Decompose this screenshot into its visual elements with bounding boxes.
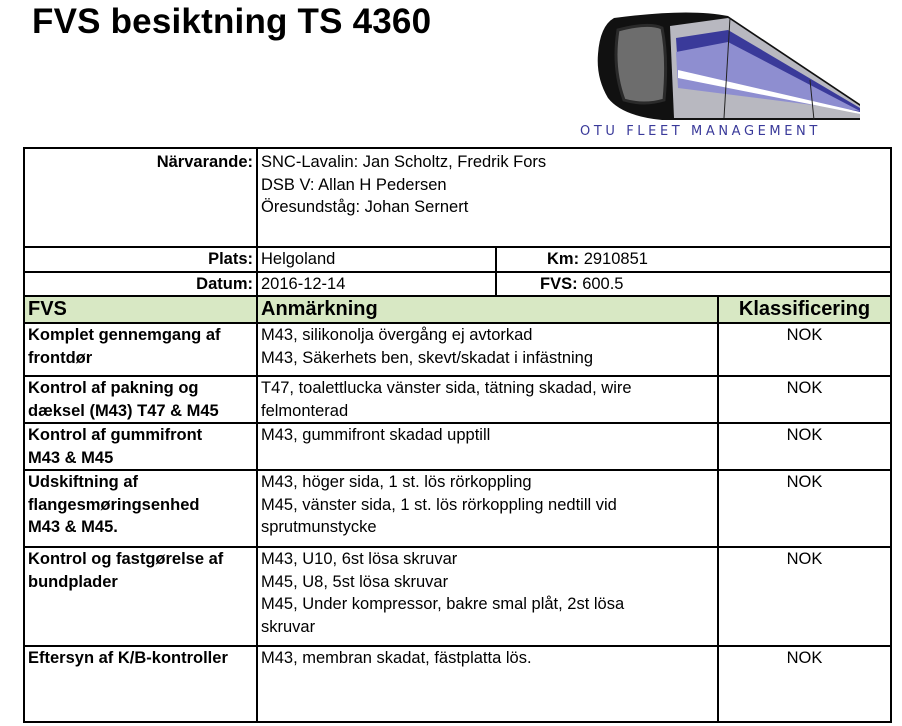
- datum-value: 2016-12-14: [257, 272, 496, 297]
- attendees-label: Närvarande:: [24, 148, 257, 247]
- remark-line: M45, U8, 5st lösa skruvar: [261, 572, 449, 591]
- attendees-list: [257, 148, 891, 247]
- fvs-label: FVS:: [540, 274, 578, 293]
- row-remarks: [257, 376, 718, 423]
- category-line: bundplader: [28, 572, 118, 591]
- km-cell: [496, 247, 891, 272]
- page-title: FVS besiktning TS 4360: [32, 2, 432, 41]
- logo-text: OTU FLEET MANAGEMENT: [580, 124, 821, 139]
- row-category: [24, 423, 257, 470]
- row-remarks: [257, 547, 718, 646]
- train-logo-icon: [578, 8, 896, 124]
- row-classification: NOK: [718, 646, 891, 722]
- category-line: Eftersyn af K/B-kontroller: [28, 649, 228, 667]
- category-line: Kontrol af pakning og: [28, 379, 199, 397]
- remark-line: T47, toalettlucka vänster sida, tätning skadad, wire: [261, 379, 632, 397]
- row-classification: NOK: [718, 323, 891, 376]
- header-klassificering: Klassificering: [718, 296, 891, 323]
- fvs-value: 600.5: [582, 274, 624, 293]
- attendee-line: SNC-Lavalin: Jan Scholtz, Fredrik Fors: [261, 153, 547, 171]
- remark-line: M45, vänster sida, 1 st. lös rörkoppling nedtill vid: [261, 495, 617, 514]
- row-classification: NOK: [718, 547, 891, 646]
- otu-logo: [578, 8, 896, 144]
- header-anmarkning: Anmärkning: [257, 296, 718, 323]
- location-row: [24, 247, 891, 272]
- plats-value: Helgoland: [257, 247, 496, 272]
- remark-line: M45, Under kompressor, bakre smal plåt, 2st lösa: [261, 595, 625, 613]
- plats-label: Plats:: [24, 247, 257, 272]
- header-fvs: FVS: [24, 296, 257, 323]
- remark-line: M43, gummifront skadad upptill: [261, 426, 491, 444]
- row-category: [24, 323, 257, 376]
- table-row: [24, 323, 891, 376]
- date-row: [24, 272, 891, 297]
- table-row: [24, 646, 891, 722]
- attendees-row: [24, 148, 891, 247]
- remark-line: M43, Säkerhets ben, skevt/skadat i infästning: [261, 348, 594, 367]
- remark-line: M43, höger sida, 1 st. lös rörkoppling: [261, 473, 532, 491]
- remark-line: skruvar: [261, 617, 316, 636]
- table-row: [24, 470, 891, 547]
- table-row: [24, 423, 891, 470]
- category-line: Kontrol og fastgørelse af: [28, 550, 224, 568]
- row-category: [24, 470, 257, 547]
- datum-label: Datum:: [24, 272, 257, 297]
- category-line: M43 & M45.: [28, 518, 118, 536]
- row-category: [24, 646, 257, 722]
- category-line: Komplet gennemgang af: [28, 326, 221, 344]
- km-label: Km:: [547, 250, 580, 268]
- row-remarks: [257, 646, 718, 722]
- attendee-line: Öresundståg: Johan Sernert: [261, 198, 469, 216]
- remark-line: M43, membran skadat, fästplatta lös.: [261, 649, 532, 667]
- remark-line: sprutmunstycke: [261, 518, 377, 536]
- category-line: Udskiftning af: [28, 473, 138, 491]
- remark-line: M43, silikonolja övergång ej avtorkad: [261, 326, 533, 344]
- row-category: [24, 376, 257, 423]
- row-remarks: [257, 323, 718, 376]
- category-line: Kontrol af gummifront: [28, 426, 203, 444]
- table-row: [24, 376, 891, 423]
- inspection-table: [23, 147, 892, 723]
- row-category: [24, 547, 257, 646]
- row-classification: NOK: [718, 470, 891, 547]
- row-remarks: [257, 423, 718, 470]
- category-line: M43 & M45: [28, 448, 114, 467]
- km-value: 2910851: [583, 250, 648, 268]
- category-line: dæksel (M43) T47 & M45: [28, 401, 219, 420]
- fvs-cell: [496, 272, 891, 297]
- attendee-line: DSB V: Allan H Pedersen: [261, 175, 447, 194]
- category-line: flangesmøringsenhed: [28, 495, 200, 514]
- category-line: frontdør: [28, 348, 93, 367]
- row-classification: NOK: [718, 376, 891, 423]
- remark-line: M43, U10, 6st lösa skruvar: [261, 550, 458, 568]
- row-remarks: [257, 470, 718, 547]
- table-header: [24, 296, 891, 323]
- remark-line: felmonterad: [261, 401, 349, 420]
- row-classification: NOK: [718, 423, 891, 470]
- table-row: [24, 547, 891, 646]
